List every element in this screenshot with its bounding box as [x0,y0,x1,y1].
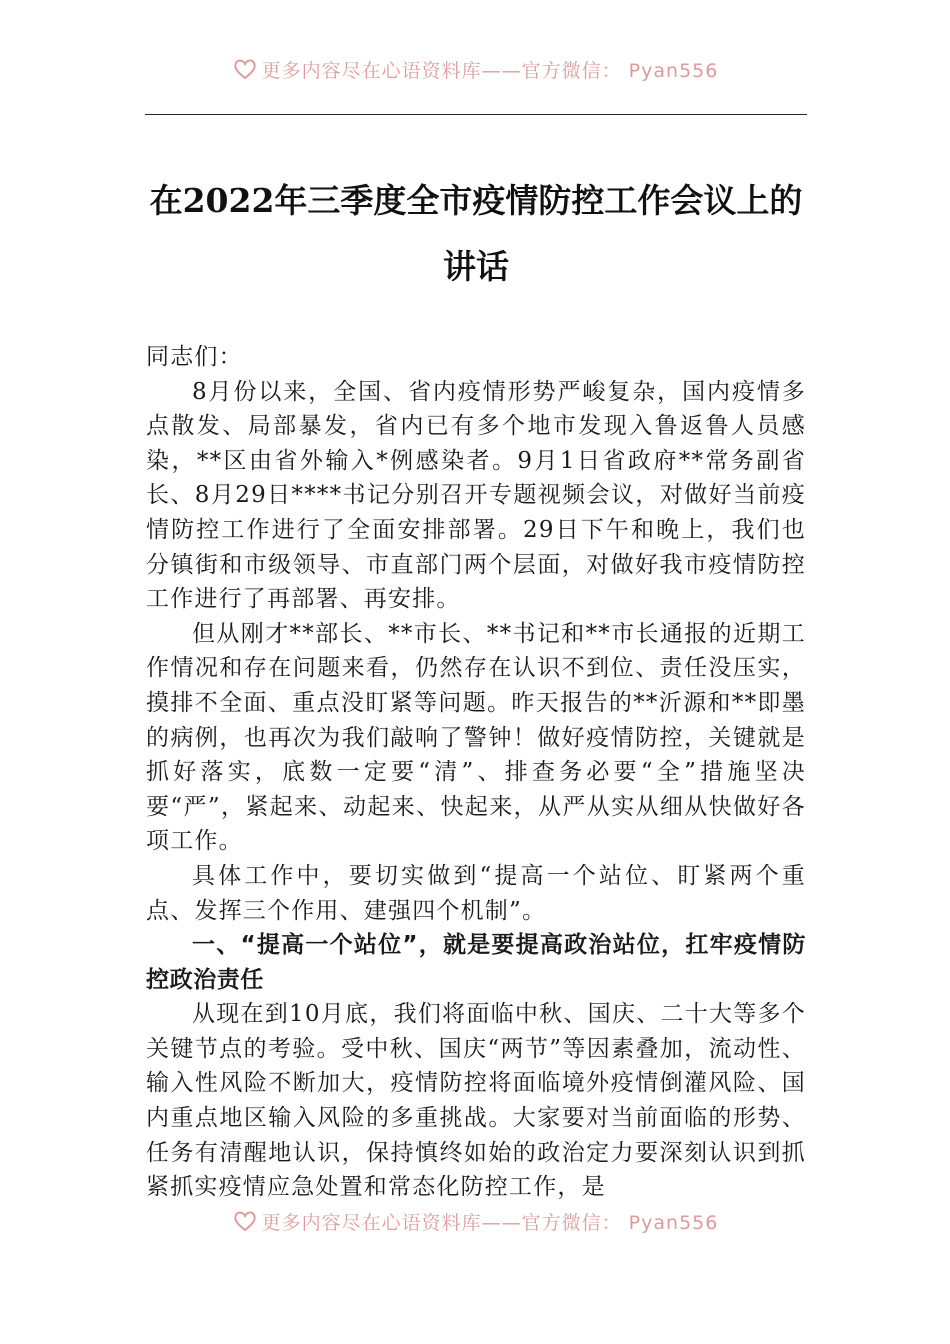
heart-logo-icon [232,1208,258,1234]
paragraph-4: 从现在到10月底，我们将面临中秋、国庆、二十大等多个关键节点的考验。受中秋、国庆“两节”等因素叠加，流动性、输入性风险不断加大，疫情防控将面临境外疫情倒灌风险、国内重点地区输入风险的多重挑战。大家要对当前面临的形势、任务有清醒地认识，保持慎终如始的政治定力要深刻认识到抓紧抓实疫情应急处置和常态化防控工作，是 [146,1001,806,1201]
watermark-text: 更多内容尽在心语资料库——官方微信： Pyan556 [261,59,719,82]
salutation: 同志们： [146,344,243,370]
heart-logo-icon [232,56,258,82]
watermark-bottom [0,1206,950,1236]
header-divider [145,114,807,115]
paragraph-3: 具体工作中，要切实做到“提高一个站位、盯紧两个重点、发挥三个作用、建强四个机制”。 [146,862,806,924]
document-body [146,340,806,1205]
watermark-top [0,54,950,84]
document-title: 在2022年三季度全市疫情防控工作会议上的讲话 [149,181,803,286]
paragraph-2: 但从刚才**部长、**市长、**书记和**市长通报的近期工作情况和存在问题来看，仍然存在认识不到位、责任没压实，摸排不全面、重点没盯紧等问题。昨天报告的**沂源和**即墨的病例，也再次为我们敲响了警钟！做好疫情防控，关键就是抓好落实，底数一定要“清”、排查务必要“全”措施坚决要“严”，紧起来、动起来、快起来，从严从实从细从快做好各项工作。 [146,620,806,855]
watermark-text: 更多内容尽在心语资料库——官方微信： Pyan556 [261,1211,719,1234]
section-heading-1: 一、“提高一个站位”，就是要提高政治站位，扛牢疫情防控政治责任 [146,932,806,993]
paragraph-1: 8月份以来，全国、省内疫情形势严峻复杂，国内疫情多点散发、局部暴发，省内已有多个地市发现入鲁返鲁人员感染，**区由省外输入*例感染者。9月1日省政府**常务副省长、8月29日****书记分别召开专题视频会议，对做好当前疫情防控工作进行了全面安排部署。29日下午和晚上，我们也分镇街和市级领导、市直部门两个层面，对做好我市疫情防控工作进行了再部署、再安排。 [146,378,806,613]
